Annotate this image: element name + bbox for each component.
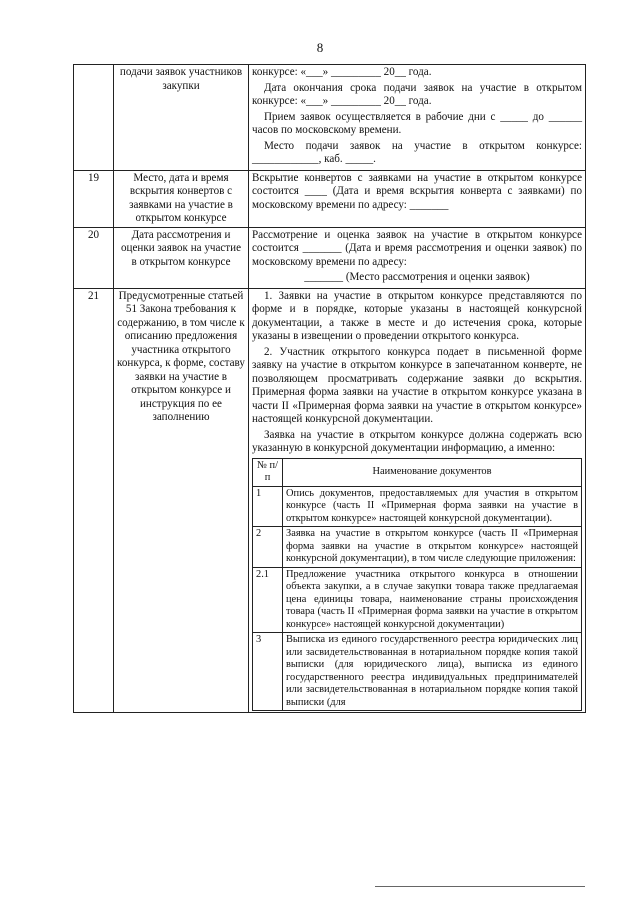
- row-title: подачи заявок участников закупки: [114, 65, 249, 171]
- table-row: [74, 227, 586, 288]
- content-line: Прием заявок осуществляется в рабочие дни с _____ до ______ часов по московскому времени.: [252, 110, 582, 136]
- row-title: Дата рассмотрения и оценки заявок на участие в открытом конкурсе: [114, 227, 249, 288]
- table-row: [74, 288, 586, 713]
- row-number: 21: [74, 288, 114, 713]
- doc-text: Выписка из единого государственного реестра юридических лиц или засвидетельствованная в нотариальном порядке копия такой выписки (для юридического лица), выписка из единого государственного реестра индивидуальных предпринимателей или засвидетельствованная в нотариальном порядке копия такой выписки (для: [283, 633, 582, 711]
- doc-number: 2: [253, 527, 283, 568]
- table-row: [253, 527, 582, 568]
- content-line: Рассмотрение и оценка заявок на участие в открытом конкурсе состоится _______ (Дата и время рассмотрения и оценки заявок) по московскому времени по адресу:: [252, 228, 582, 268]
- content-line: конкурсе: «___» _________ 20__ года.: [252, 66, 432, 78]
- content-line: 2. Участник открытого конкурса подает в письменной форме заявку на участие в открытом конкурсе в запечатанном конверте, не позволяющем просматривать содержание заявки до вскрытия. Примерная форма заявки на участие в открытом конкурсе указана в части II «Примерная форма заявки на участие в открытом конкурсе» настоящей конкурсной документации.: [252, 345, 582, 425]
- row-content: [249, 227, 586, 288]
- content-line: _______ (Место рассмотрения и оценки заявок): [304, 271, 530, 283]
- row-title: Предусмотренные статьей 51 Закона требования к содержанию, в том числе к описанию предложения участника открытого конкурса, к форме, составу заявки на участие в открытом конкурсе и инструкция по ее заполнению: [114, 288, 249, 713]
- content-line: Вскрытие конвертов с заявками на участие в открытом конкурсе состоится ____ (Дата и время вскрытия конверта с заявками) по московскому времени по адресу: _______: [252, 171, 582, 211]
- table-row: [253, 486, 582, 527]
- table-header-row: [253, 458, 582, 486]
- row-number: 20: [74, 227, 114, 288]
- header-num: № п/п: [253, 458, 283, 486]
- requirements-table: [73, 64, 586, 713]
- doc-number: 3: [253, 633, 283, 711]
- row-number: [74, 65, 114, 171]
- row-title: Место, дата и время вскрытия конвертов с заявками на участие в открытом конкурсе: [114, 170, 249, 227]
- doc-number: 2.1: [253, 567, 283, 633]
- doc-number: 1: [253, 486, 283, 527]
- header-name: Наименование документов: [283, 458, 582, 486]
- doc-text: Предложение участника открытого конкурса в отношении объекта закупки, а в случае закупки товара также предлагаемая цена единицы товара, наименование страны происхождения товара (часть II «Примерная форма заявки на участие в открытом конкурсе» настоящей конкурсной документации): [283, 567, 582, 633]
- doc-text: Заявка на участие в открытом конкурсе (часть II «Примерная форма заявки на участие в открытом конкурсе» настоящей конкурсной документации), в том числе следующие приложения:: [283, 527, 582, 568]
- table-row: [253, 633, 582, 711]
- row-content: [249, 170, 586, 227]
- footer-divider: [375, 886, 585, 887]
- table-row: [253, 567, 582, 633]
- row-content: [249, 65, 586, 171]
- content-line: Заявка на участие в открытом конкурсе должна содержать всю указанную в конкурсной документации информацию, а именно:: [252, 428, 582, 454]
- documents-table: [252, 458, 582, 712]
- doc-text: Опись документов, предоставляемых для участия в открытом конкурсе (часть II «Примерная форма заявки на участие в открытом конкурсе» настоящей конкурсной документации).: [283, 486, 582, 527]
- content-line: Дата окончания срока подачи заявок на участие в открытом конкурсе: «___» _________ 20__ года.: [252, 81, 582, 107]
- table-row: [74, 65, 586, 171]
- page-number: 8: [316, 40, 324, 55]
- row-content: [249, 288, 586, 713]
- content-line: 1. Заявки на участие в открытом конкурсе представляются по форме и в порядке, которые указаны в настоящей конкурсной документации, а также в месте и до истечения срока, которые указаны в извещении о проведении открытого конкурса.: [252, 289, 582, 342]
- content-line: Место подачи заявок на участие в открытом конкурсе: ____________, каб. _____.: [252, 139, 582, 165]
- table-row: [74, 170, 586, 227]
- row-number: 19: [74, 170, 114, 227]
